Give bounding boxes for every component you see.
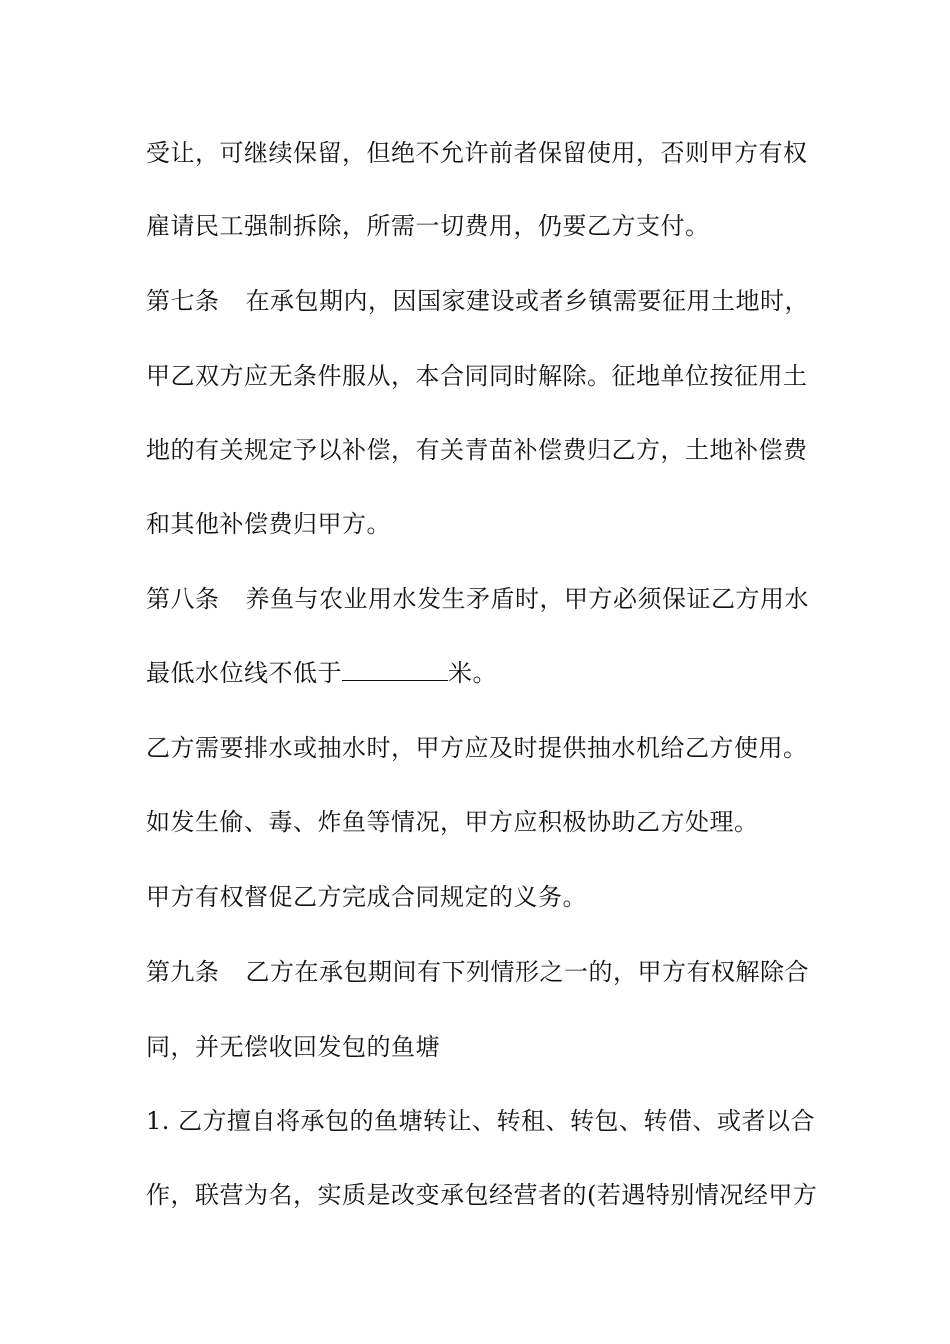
article-label: 第八条 [146, 585, 220, 613]
line-text: 甲方有权督促乙方完成合同规定的义务。 [146, 883, 587, 911]
line-text: 如发生偷、毒、炸鱼等情况，甲方应积极协助乙方处理。 [146, 808, 759, 836]
text-line [146, 881, 826, 913]
article-heading-line [146, 583, 826, 615]
line-text: 1. 乙方擅自将承包的鱼塘转让、转租、转包、转借、或者以合 [146, 1107, 816, 1135]
line-text: 养鱼与农业用水发生矛盾时，甲方必须保证乙方用水 [245, 585, 809, 613]
article-heading-line [146, 285, 826, 317]
article-label: 第七条 [146, 287, 220, 315]
text-line [146, 1179, 826, 1211]
line-text: 米。 [448, 659, 497, 687]
line-text: 受让，可继续保留，但绝不允许前者保留使用，否则甲方有权 [146, 139, 808, 167]
article-heading-line [146, 956, 826, 988]
text-line [146, 434, 826, 466]
text-line [146, 732, 826, 764]
text-line [146, 137, 826, 169]
line-text: 最低水位线不低于 [146, 659, 342, 687]
line-text: 甲乙双方应无条件服从，本合同同时解除。征地单位按征用土 [146, 362, 808, 390]
text-line [146, 210, 826, 242]
line-text: 作，联营为名，实质是改变承包经营者的(若遇特别情况经甲方 [146, 1181, 818, 1209]
fill-in-blank[interactable] [342, 658, 448, 681]
text-line-with-blank [146, 657, 826, 689]
line-text: 雇请民工强制拆除，所需一切费用，仍要乙方支付。 [146, 212, 710, 240]
text-line [146, 360, 826, 392]
article-label: 第九条 [146, 958, 220, 986]
text-line [146, 1031, 826, 1063]
line-text: 在承包期内，因国家建设或者乡镇需要征用土地时， [245, 287, 809, 315]
line-text: 同，并无偿收回发包的鱼塘 [146, 1033, 440, 1061]
line-text: 乙方在承包期间有下列情形之一的，甲方有权解除合 [245, 958, 809, 986]
text-line [146, 508, 826, 540]
list-item-line [146, 1105, 826, 1137]
line-text: 地的有关规定予以补偿，有关青苗补偿费归乙方，土地补偿费 [146, 436, 808, 464]
text-line [146, 806, 826, 838]
line-text: 乙方需要排水或抽水时，甲方应及时提供抽水机给乙方使用。 [146, 734, 808, 762]
line-text: 和其他补偿费归甲方。 [146, 510, 391, 538]
